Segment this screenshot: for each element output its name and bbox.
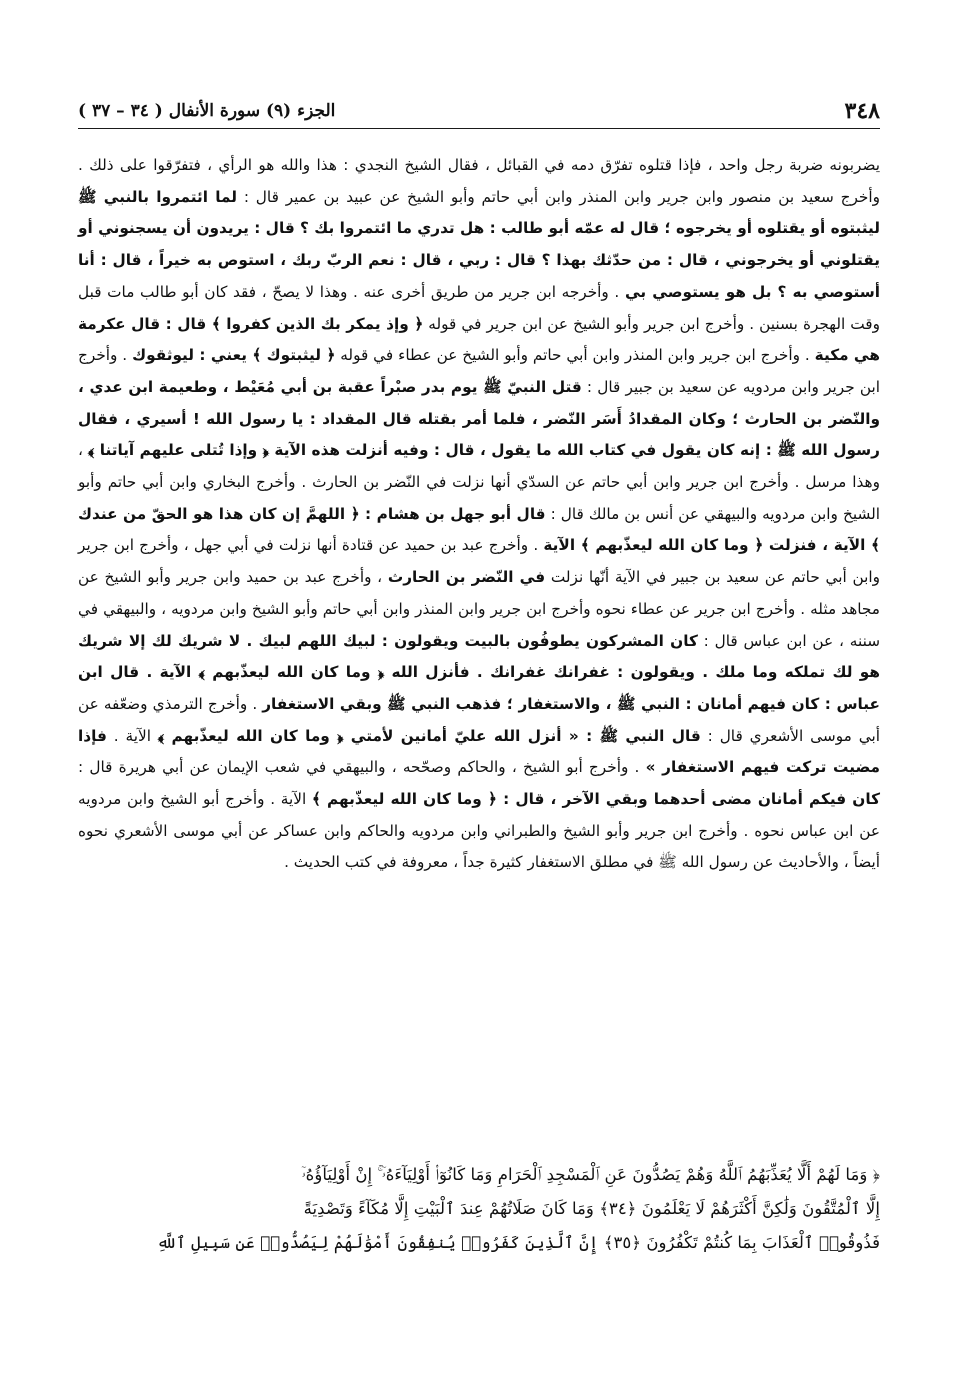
commentary-run: الآية . <box>106 726 158 745</box>
quran-line: فَذُوقُوا۟ ٱلْعَذَابَ بِمَا كُنتُمْ تَكْفُرُونَ ﴿٣٥﴾ إِنَّ ٱلَّذِينَ كَفَرُوا۟ يُنفِقُونَ أَمْوَٰلَهُمْ لِيَصُدُّوا۟ عَن سَبِيلِ ٱللَّهِ <box>156 1233 880 1252</box>
page-header <box>78 94 880 129</box>
commentary-run: . وأخرج ابن جرير وابن مردويه عن سعيد بن جبير قال : <box>78 346 880 396</box>
commentary-run: . وأخرج الترمذي وضعّفه عن أبي موسى الأشعري قال : <box>78 694 880 745</box>
commentary-run: . وأخرجه ابن جرير من طريق أخرى عنه . وهذا لا يصحّ ، فقد كان أبو طالب مات قبل وقت الهجرة بسنين . وأخرج ابن جرير وأبو الشيخ عن ابن جرير في قوله <box>78 282 880 333</box>
narration-quote: في النّضر بن الحارث <box>387 568 546 587</box>
commentary-run: الآية . وأخرج أبو الشيخ وابن مردويه عن ابن عباس نحوه . وأخرج ابن جرير وأبو الشيخ والطبراني وابن مردويه والحاكم وابن عساكر عن أبي موسى الأشعري نحوه أيضاً ، والأحاديث عن رسول الله ﷺ في مطلق الاستغفار كثيرة جداً ، معروفة في كتب الحديث . <box>78 790 880 872</box>
commentary-run: يضربونه ضربة رجل واحد ، فإذا قتلوه تفرّق دمه في القبائل ، فقال الشيخ النجدي : هذا والله هو الرأي ، فتفرّقوا على ذلك . وأخرج سعيد بن منصور وابن جرير وابن المنذر وابن أبي حاتم وأبو الشيخ عن عبيد بن عمير قال : <box>78 156 880 206</box>
commentary-text <box>78 150 880 879</box>
quran-line: إِلَّا ٱلْمُتَّقُونَ وَلَٰكِنَّ أَكْثَرَهُمْ لَا يَعْلَمُونَ ﴿٣٤﴾ وَمَا كَانَ صَلَاتُهُمْ عِندَ ٱلْبَيْتِ إِلَّا مُكَآءً وَتَصْدِيَةً <box>303 1199 880 1218</box>
narration-quote: فإذا مضيت تركت فيهم الاستغفار » <box>78 726 881 777</box>
narration-quote: قال النبي ﷺ : « أنزل الله عليّ أمانين لأمتي ﴿ وما كان الله ليعذّبهم ﴾ <box>157 726 701 745</box>
commentary-run: . وأخرج أبو الشيخ ، والحاكم وصحّحه ، والبيهقي في شعب الإيمان عن أبي هريرة قال : <box>78 758 646 777</box>
commentary-run: . وأخرج عبد بن حميد عن قتادة أنها نزلت في أبي جهل ، وأخرج ابن جرير وابن أبي حاتم عن سعيد بن جبير في الآية أنّها نزلت <box>78 536 881 587</box>
quran-line: ﴿ وَمَا لَهُمْ أَلَّا يُعَذِّبَهُمُ ٱللَّهُ وَهُمْ يَصُدُّونَ عَنِ ٱلْمَسْجِدِ ٱلْحَرَامِ وَمَا كَانُوٓا۟ أَوْلِيَآءَهُۥٓ ۚ إِنْ أَوْلِيَآؤُهُۥٓ <box>301 1165 880 1184</box>
quran-verses <box>78 1158 880 1260</box>
commentary-paragraph <box>78 150 880 879</box>
narration-quote: لما ائتمروا بالنبي ﷺ ليثبتوه أو يقتلوه أو يخرجوه ؛ قال له عمّه أبو طالب : هل تدري ما ائتمروا بك ؟ قال : يريدون أن يسجنوني أو يقتلوني أو يخرجوني ، قال : من حدّثك بهذا ؟ قال : ربي ، قال : نعم الربّ ربك ، استوص به خيراً ، قال : أنا أستوصي به ؟ بل هو يستوصي بي <box>78 187 880 301</box>
commentary-run: ، وهذا مرسل . وأخرج ابن جرير وابن أبي حاتم عن السدّي أنها نزلت في النّضر بن الحارث . وأخرج البخاري وابن أبي حاتم وأبو الشيخ وابن مردويه والبيهقي عن أنس بن مالك قال : <box>78 441 880 523</box>
commentary-run: ، وأخرج عبد بن حميد وابن جرير وأبو الشيخ عن مجاهد مثله . وأخرج ابن جرير عن عطاء نحوه وأخرج ابن جرير وابن المنذر وابن أبي حاتم وأبو الشيخ وابن مردويه ، والبيهقي في سننه ، عن ابن عباس قال : <box>78 568 881 650</box>
running-title: الجزء (٩) سورة الأنفال ( ٣٤ – ٣٧ ) <box>78 101 336 121</box>
narration-quote: قال أبو جهل بن هشام : ﴿ اللهمَّ إن كان هذا هو الحقّ من عندك ﴾ الآية ، فنزلت ﴿ وما كان الله ليعذّبهم ﴾ الآية <box>78 504 880 555</box>
page-number: ٣٤٨ <box>844 98 880 124</box>
narration-quote: كان فيكم أمانان مضى أحدهما وبقي الآخر ، قال : ﴿ وما كان الله ليعذّبهم ﴾ <box>311 790 881 809</box>
narration-quote: ﴿ وإذ يمكر بك الذين كفروا ﴾ قال : قال عكرمة هي مكية <box>78 314 881 365</box>
narration-quote: كان المشركون يطوفُون بالبيت ويقولون : لبيك اللهم لبيك . لا شريك لك إلا شريك هو لك تملكه وما ملك . ويقولون : غفرانك غفرانك . فأنزل الله ﴿ وما كان الله ليعذّبهم ﴾ الآية . قال ابن عباس : كان فيهم أمانان : النبي ﷺ ، والاستغفار ؛ فذهب النبي ﷺ وبقي الاستغفار <box>78 631 880 713</box>
narration-quote: قتل النبيّ ﷺ يوم بدر صبْراً عقبة بن أبي مُعَيْط ، وطعيمة ابن عدي ، والنّضر بن الحارث ؛ وكان المقدادُ أَسَر النّضر ، فلما أمر بقتله قال المقداد : يا رسول الله ! أسيري ، فقال رسول الله ﷺ : إنه كان يقول في كتاب الله ما يقول ، قال : وفيه أنزلت هذه الآية ﴿ وإذا تُتلى عليهم آياتنا ﴾ <box>78 377 880 460</box>
commentary-run: . وأخرج ابن جرير وابن المنذر وابن أبي حاتم وأبو الشيخ عن عطاء في قوله <box>335 346 815 365</box>
narration-quote: ﴿ ليثبتوك ﴾ يعني : ليوثقوك <box>132 346 336 365</box>
